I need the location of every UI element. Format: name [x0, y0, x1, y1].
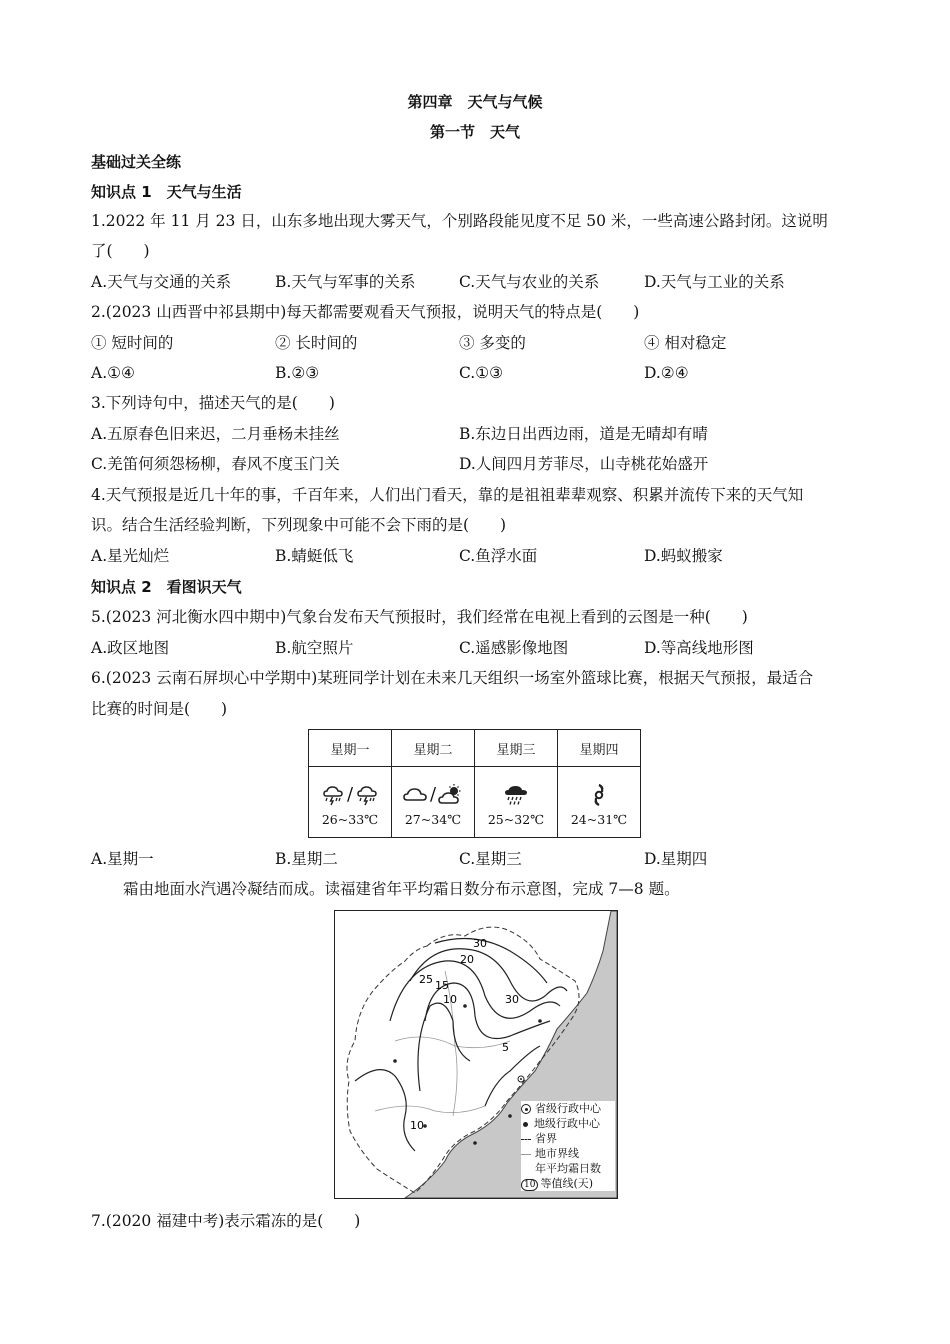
q3-option-d: D.人间四月芳菲尽，山寺桃花始盛开 — [459, 455, 709, 473]
contour-line-icon: 10 — [521, 1179, 538, 1191]
thunderstorm-icon — [355, 783, 379, 807]
q1-option-c: C.天气与农业的关系 — [459, 273, 600, 291]
q2-stem: 2.(2023 山西晋中祁县期中)每天都需要观看天气预报，说明天气的特点是( ) — [91, 303, 640, 321]
temperature-range: 26~33℃ — [321, 811, 379, 827]
temperature-range: 24~31℃ — [570, 811, 628, 827]
q4-option-a: A.星光灿烂 — [91, 547, 170, 565]
legend-item: 年平均霜日数 — [535, 1162, 601, 1175]
q5-option-a: A.政区地图 — [91, 639, 170, 657]
thunderstorm-icon — [321, 783, 345, 807]
forecast-cell — [475, 767, 558, 838]
contour-label: 30 — [473, 937, 487, 950]
day-header: 星期二 — [392, 730, 475, 767]
q4-stem-line1: 4.天气预报是近几十年的事，千百年来，人们出门看天，靠的是祖祖辈辈观察、积累并流传下来的天气知 — [91, 486, 804, 504]
q6-option-b: B.星期二 — [275, 850, 338, 868]
contour-label: 15 — [435, 979, 449, 992]
legend-item: 省界 — [521, 1131, 615, 1146]
day-header: 星期三 — [475, 730, 558, 767]
q1-option-d: D.天气与工业的关系 — [644, 273, 785, 291]
section-title: 第一节 天气 — [429, 123, 520, 141]
day-header: 星期四 — [558, 730, 641, 767]
knowledge-point-1: 知识点 1 天气与生活 — [91, 183, 242, 201]
weather-forecast-table — [308, 729, 641, 838]
legend-item: 10 等值线(天) — [521, 1176, 615, 1191]
typhoon-icon — [587, 783, 611, 807]
q6-option-d: D.星期四 — [644, 850, 708, 868]
contour-label: 25 — [419, 973, 433, 986]
chapter-title: 第四章 天气与气候 — [407, 93, 543, 111]
province-border-icon — [521, 1139, 531, 1140]
q3-option-a: A.五原春色旧来迟，二月垂杨未挂丝 — [91, 425, 340, 443]
q4-option-c: C.鱼浮水面 — [459, 547, 538, 565]
q5-option-b: B.航空照片 — [275, 639, 354, 657]
cloudy-icon — [402, 783, 428, 807]
q2-item-3: ③ 多变的 — [459, 334, 526, 352]
day-header: 星期一 — [309, 730, 392, 767]
practice-title: 基础过关全练 — [91, 153, 182, 171]
legend-item: 地市界线 — [521, 1146, 615, 1161]
q3-option-c: C.羌笛何须怨杨柳，春风不度玉门关 — [91, 455, 340, 473]
temperature-range: 25~32℃ — [487, 811, 545, 827]
contour-label: 10 — [443, 993, 457, 1006]
q2-item-1: ① 短时间的 — [91, 334, 174, 352]
map-legend — [521, 1101, 615, 1191]
q2-item-4: ④ 相对稳定 — [644, 334, 727, 352]
q2-item-2: ② 长时间的 — [275, 334, 358, 352]
forecast-cell — [392, 767, 475, 838]
prefecture-center-icon — [523, 1122, 528, 1127]
slash-separator: / — [429, 784, 437, 805]
q1-stem-line2: 了( ) — [91, 242, 150, 260]
temperature-range: 27~34℃ — [404, 811, 462, 827]
q7-8-intro: 霜由地面水汽遇冷凝结而成。读福建省年平均霜日数分布示意图，完成 7—8 题。 — [123, 880, 680, 898]
q4-option-d: D.蚂蚁搬家 — [644, 547, 723, 565]
q6-option-a: A.星期一 — [91, 850, 154, 868]
contour-label: 30 — [505, 993, 519, 1006]
provincial-center-icon — [521, 1104, 531, 1114]
fujian-frost-days-map — [334, 910, 618, 1199]
city-border-icon — [521, 1154, 531, 1155]
q1-stem-line1: 1.2022 年 11 月 23 日，山东多地出现大雾天气，个别路段能见度不足 50 米，一些高速公路封闭。这说明 — [91, 212, 828, 230]
contour-label: 20 — [460, 953, 474, 966]
q3-stem: 3.下列诗句中，描述天气的是( ) — [91, 394, 335, 412]
q5-option-d: D.等高线地形图 — [644, 639, 754, 657]
q6-stem-line1: 6.(2023 云南石屏坝心中学期中)某班同学计划在未来几天组织一场室外篮球比赛，根据天气预报，最适合 — [91, 669, 814, 687]
q1-option-a: A.天气与交通的关系 — [91, 273, 232, 291]
rain-icon — [503, 783, 529, 807]
legend-item: 省级行政中心 — [521, 1101, 615, 1116]
q7-stem: 7.(2020 福建中考)表示霜冻的是( ) — [91, 1212, 361, 1230]
q5-option-c: C.遥感影像地图 — [459, 639, 569, 657]
forecast-cell — [309, 767, 392, 838]
contour-label: 10 — [410, 1119, 424, 1132]
knowledge-point-2: 知识点 2 看图识天气 — [91, 578, 242, 596]
q1-option-b: B.天气与军事的关系 — [275, 273, 416, 291]
q2-option-b: B.②③ — [275, 364, 320, 382]
q2-option-c: C.①③ — [459, 364, 504, 382]
partly-sunny-icon — [438, 783, 464, 807]
forecast-cell — [558, 767, 641, 838]
q6-option-c: C.星期三 — [459, 850, 522, 868]
q3-option-b: B.东边日出西边雨，道是无晴却有晴 — [459, 425, 708, 443]
q2-option-d: D.②④ — [644, 364, 689, 382]
q4-stem-line2: 识。结合生活经验判断，下列现象中可能不会下雨的是( ) — [91, 516, 507, 534]
legend-item: 地级行政中心 — [521, 1116, 615, 1131]
q2-option-a: A.①④ — [91, 364, 135, 382]
slash-separator: / — [346, 784, 354, 805]
q5-stem: 5.(2023 河北衡水四中期中)气象台发布天气预报时，我们经常在电视上看到的云图是一种( ) — [91, 608, 748, 626]
q4-option-b: B.蜻蜓低飞 — [275, 547, 354, 565]
contour-label: 5 — [502, 1041, 509, 1054]
q6-stem-line2: 比赛的时间是( ) — [91, 700, 228, 718]
